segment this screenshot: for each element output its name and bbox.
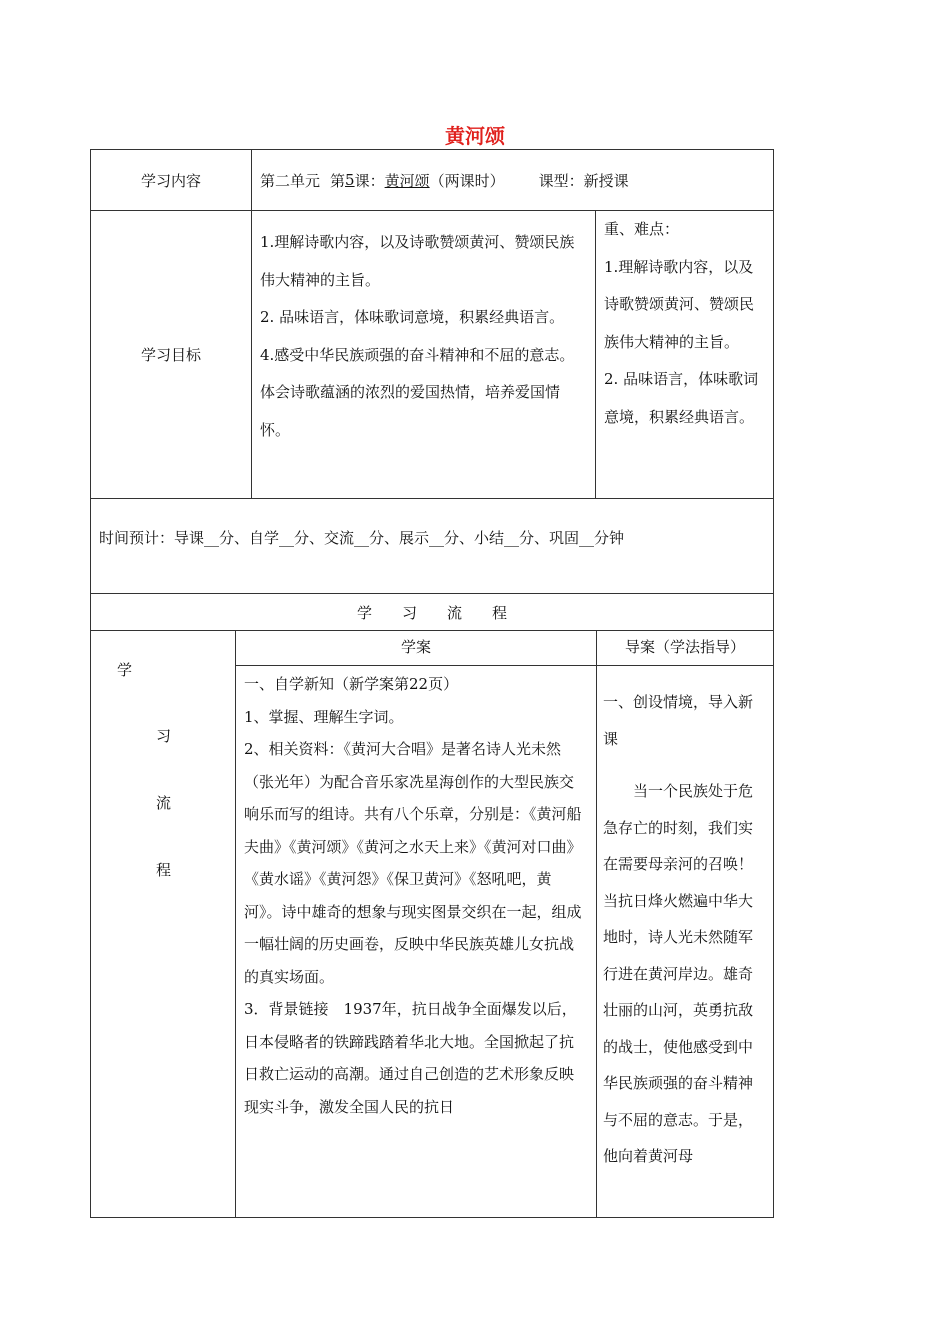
side-label-cell	[90, 630, 236, 1218]
time-estimate-text: 时间预计：导课__分、自学__分、交流__分、展示__分、小结__分、巩固__分钟	[99, 528, 625, 547]
goal-item: 2. 品味语言，体味歌词意境，积累经典语言。	[260, 308, 565, 326]
unit-text: 第二单元	[260, 171, 321, 190]
process-header-cell	[90, 593, 774, 631]
guide-body-cell	[596, 665, 774, 1218]
side-label-char: 流	[156, 794, 172, 812]
study-goals-label: 学习目标	[140, 346, 201, 364]
study-goals-cell	[251, 210, 596, 499]
guide-header: 导案（学法指导）	[624, 638, 745, 656]
key-points-cell	[595, 210, 774, 499]
lesson-title: 黄河颂	[384, 171, 430, 190]
study-plan-header: 学案	[400, 638, 431, 656]
side-label-char: 学	[117, 661, 133, 679]
study-goals-label-cell	[90, 210, 252, 499]
guide-body-text: 当一个民族处于危急存亡的时刻，我们实在需要母亲河的召唤！当抗日烽火燃遍中华大地时，诗人光未然随军行进在黄河岸边。雄奇壮丽的山河，英勇抗敌的战士，使他感受到中华民族顽强的奋斗精神与不屈的意志。于是，他向着黄河母	[603, 782, 754, 1165]
lesson-hours: （两课时）	[429, 171, 505, 190]
goal-item: 1.理解诗歌内容，以及诗歌赞颂黄河、赞颂民族伟大精神的主旨。	[260, 233, 575, 289]
lesson-prefix: 第	[330, 171, 346, 190]
side-label-char: 习	[156, 727, 172, 745]
goal-item: 4.感受中华民族顽强的奋斗精神和不屈的意志。体会诗歌蕴涵的浓烈的爱国热情，培养爱国情怀。	[260, 345, 575, 439]
process-header: 学 习 流 程	[356, 603, 507, 622]
key-point-item: 1.理解诗歌内容，以及诗歌赞颂黄河、赞颂民族伟大精神的主旨。	[604, 257, 755, 351]
study-plan-line: 2、相关资料：《黄河大合唱》是著名诗人光未然（张光年）为配合音乐家冼星海创作的大型民族交响乐而写的组诗。共有八个乐章，分别是：《黄河船夫曲》《黄河颂》《黄河之水天上来》《黄河对口曲》《黄水谣》《黄河怨》《保卫黄河》《怒吼吧，黄河》。诗中雄奇的想象与现实图景交织在一起，组成一幅壮阔的历史画卷，反映中华民族英雄儿女抗战的真实场面。	[244, 740, 582, 986]
guide-header-cell	[596, 630, 774, 666]
study-content-label-cell	[90, 149, 252, 211]
key-points-title: 重、难点：	[604, 220, 680, 238]
study-plan-line: 3．背景链接 1937年，抗日战争全面爆发以后，日本侵略者的铁蹄践踏着华北大地。全国掀起了抗日救亡运动的高潮。通过自己创造的艺术形象反映现实斗争，激发全国人民的抗日	[244, 1000, 577, 1116]
study-plan-body-cell	[235, 665, 597, 1218]
lesson-number: 5	[345, 171, 355, 189]
key-point-item: 2. 品味语言，体味歌词意境，积累经典语言。	[604, 370, 759, 426]
study-plan-line: 1、掌握、理解生字词。	[244, 707, 404, 726]
study-plan-line: 一、自学新知（新学案第22页）	[244, 675, 459, 693]
lesson-suffix: 课：	[354, 171, 385, 190]
study-content-label: 学习内容	[140, 171, 201, 190]
time-estimate-cell	[90, 498, 774, 594]
study-plan-header-cell	[235, 630, 597, 666]
study-content-cell	[251, 149, 774, 211]
lesson-type: 课型：新授课	[538, 171, 629, 190]
page-title: 黄河颂	[445, 124, 505, 148]
side-label-char: 程	[156, 861, 172, 879]
guide-intro: 一、创设情境，导入新课	[603, 693, 754, 748]
